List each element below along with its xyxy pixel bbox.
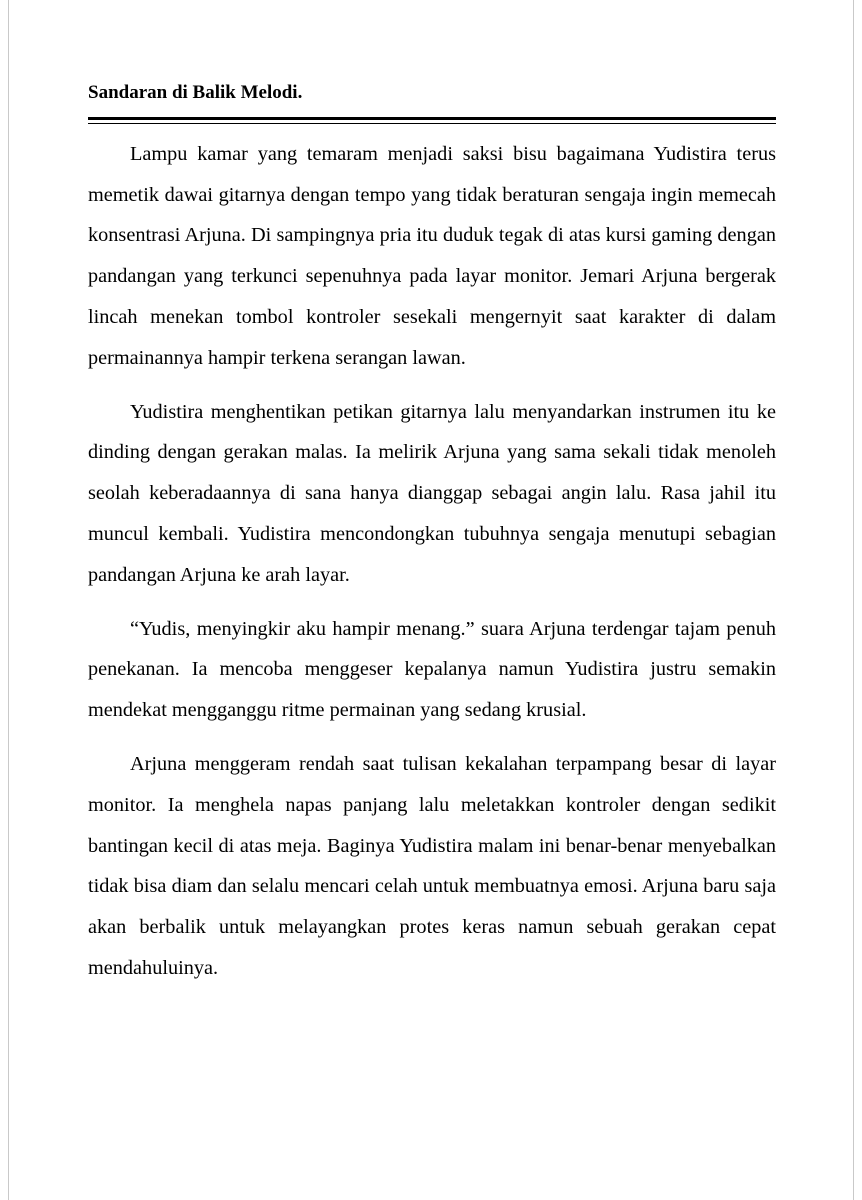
- document-body: [88, 134, 776, 1002]
- title-double-rule: [88, 117, 776, 124]
- document-page: [8, 0, 854, 1200]
- paragraph-3: “Yudis, menyingkir aku hampir menang.” suara Arjuna terdengar tajam penuh penekanan. Ia mencoba menggeser kepalanya namun Yudistira justru semakin mendekat mengganggu ritme permainan yang sedang krusial.: [88, 617, 776, 722]
- paragraph-4: Arjuna menggeram rendah saat tulisan kekalahan terpampang besar di layar monitor. Ia menghela napas panjang lalu meletakkan kontroler dengan sedikit bantingan kecil di atas meja. Baginya Yudistira malam ini benar-benar menyebalkan tidak bisa diam dan selalu mencari celah untuk membuatnya emosi. Arjuna baru saja akan berbalik untuk melayangkan protes keras namun sebuah gerakan cepat mendahuluinya.: [88, 753, 776, 979]
- document-title: Sandaran di Balik Melodi.: [88, 82, 303, 103]
- paragraph-2: Yudistira menghentikan petikan gitarnya lalu menyandarkan instrumen itu ke dinding dengan gerakan malas. Ia melirik Arjuna yang sama sekali tidak menoleh seolah keberadaannya di sana hanya dianggap sebagai angin lalu. Rasa jahil itu muncul kembali. Yudistira mencondongkan tubuhnya sengaja menutupi sebagian pandangan Arjuna ke arah layar.: [88, 400, 776, 586]
- paragraph-1: Lampu kamar yang temaram menjadi saksi bisu bagaimana Yudistira terus memetik dawai gitarnya dengan tempo yang tidak beraturan sengaja ingin memecah konsentrasi Arjuna. Di sampingnya pria itu duduk tegak di atas kursi gaming dengan pandangan yang terkunci sepenuhnya pada layar monitor. Jemari Arjuna bergerak lincah menekan tombol kontroler sesekali mengernyit saat karakter di dalam permainannya hampir terkena serangan lawan.: [88, 143, 776, 369]
